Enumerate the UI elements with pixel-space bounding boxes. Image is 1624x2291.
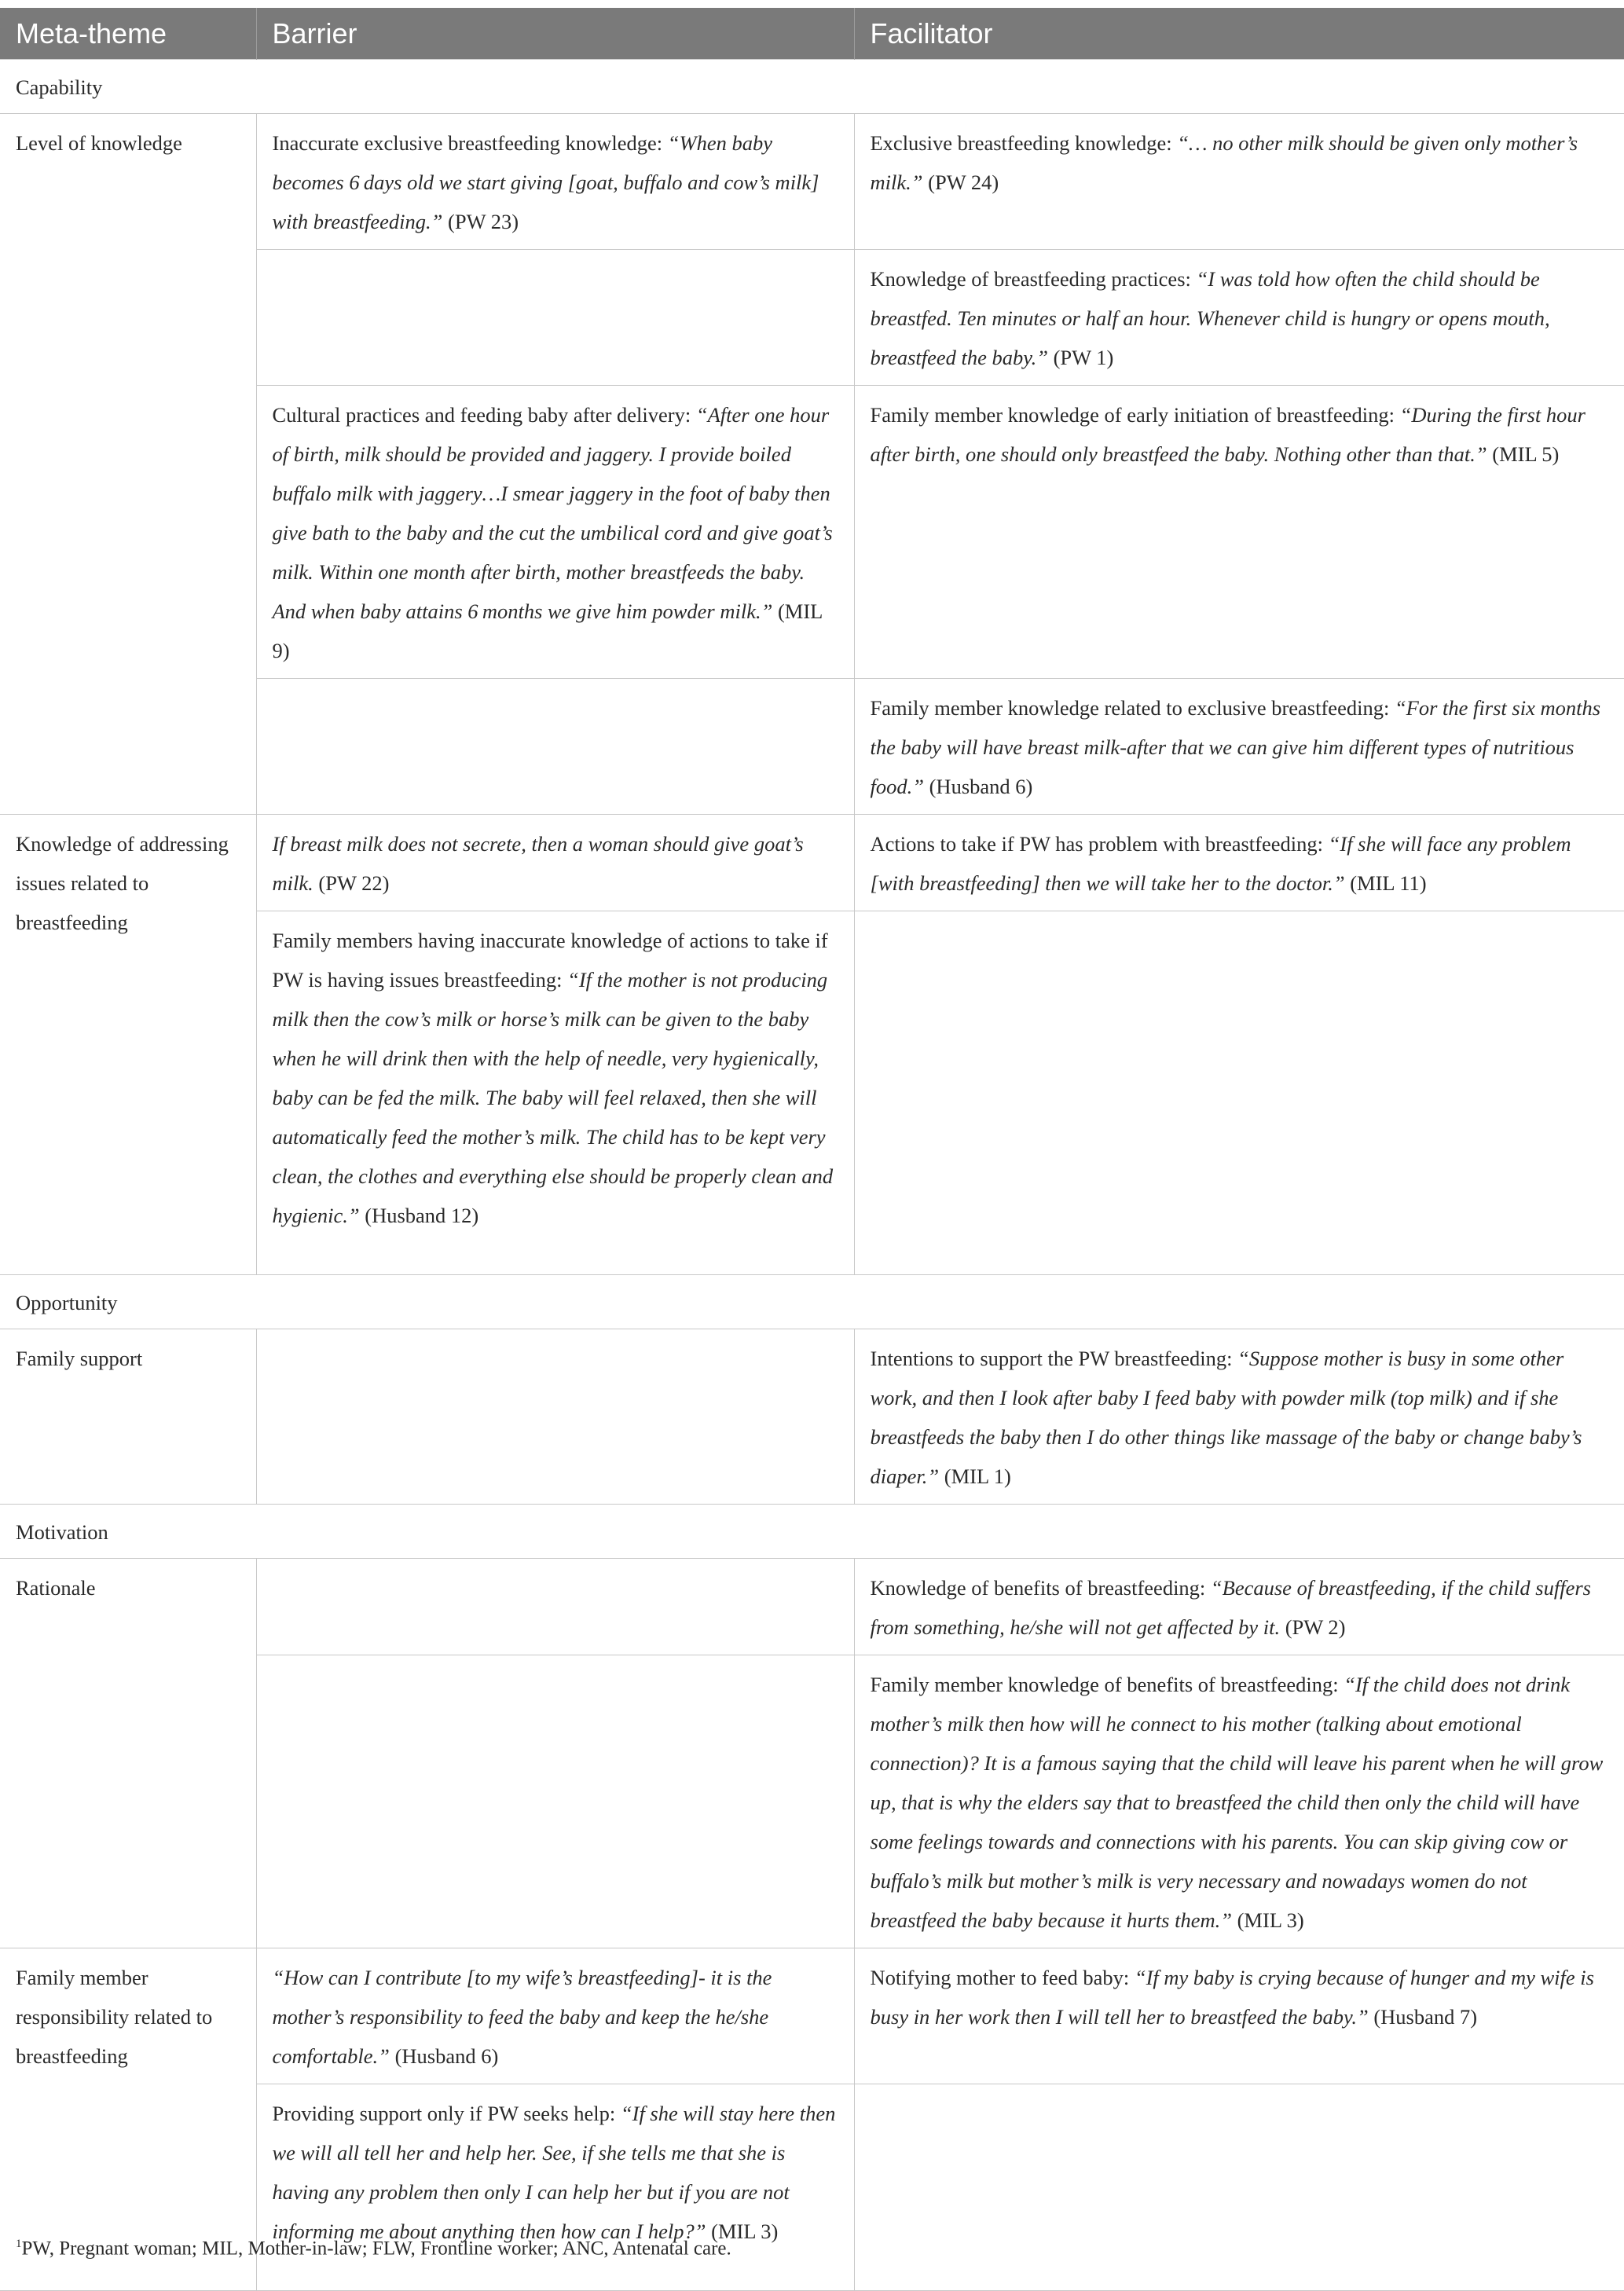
cell-source: (PW 22) [313, 871, 390, 895]
cell-label: Exclusive breastfeeding knowledge: [870, 131, 1178, 155]
barrier-cell-empty [256, 679, 854, 815]
facilitator-cell [854, 1329, 1624, 1505]
cell-quote: “If she will face any problem [with breastfeeding] then we will take her to the doctor.” [870, 832, 1571, 895]
facilitator-cell [854, 250, 1624, 386]
footnote-text: PW, Pregnant woman; MIL, Mother-in-law; FLW, Frontline worker; ANC, Antenatal care. [21, 2238, 731, 2260]
cell-label: Actions to take if PW has problem with breastfeeding: [870, 832, 1329, 856]
cell-source: (MIL 9) [272, 599, 823, 662]
facilitator-cell-empty [854, 2084, 1624, 2291]
facilitator-cell [854, 114, 1624, 250]
cell-label: Cultural practices and feeding baby after delivery: [272, 403, 696, 427]
cell-quote: “… no other milk should be given only mother’s milk.” [870, 131, 1578, 194]
cell-quote: “Suppose mother is busy in some other work, and then I look after baby I feed baby with powder milk (top milk) and if she breastfeeds the baby then I do other things like massage of the baby or change baby’s diaper.” [870, 1347, 1582, 1488]
section-row [0, 1505, 1624, 1559]
table-row [0, 815, 1624, 911]
breastfeeding-themes-table [0, 8, 1624, 2291]
cell-quote: “When baby becomes 6 days old we start giving [goat, buffalo and cow’s milk] with breastfeeding.” [272, 131, 819, 233]
barrier-cell [256, 114, 854, 250]
facilitator-cell [854, 1655, 1624, 1948]
cell-quote: “If my baby is crying because of hunger and my wife is busy in her work then I will tell her to breastfeed the baby.” [870, 1966, 1594, 2029]
cell-label: Family member knowledge related to exclusive breastfeeding: [870, 696, 1395, 720]
barrier-cell [256, 815, 854, 911]
table-footnote [16, 2238, 731, 2260]
cell-source: (Husband 12) [359, 1204, 479, 1227]
header-meta-theme: Meta-theme [0, 8, 256, 60]
cell-quote: If breast milk does not secrete, then a woman should give goat’s milk. [272, 832, 804, 895]
barrier-cell-empty [256, 250, 854, 386]
cell-quote: “If the child does not drink mother’s milk then how will he connect to his mother (talking about emotional connection)? It is a famous saying that the child will leave his parent when he will grow up, that is why the elders say that to breastfeed the child then only the child will have some feelings towards and connections with his parents. You can skip giving cow or buffalo’s milk but mother’s milk is very necessary and nowadays women do not breastfeed the baby because it hurts them.” [870, 1673, 1604, 1932]
header-barrier: Barrier [256, 8, 854, 60]
cell-label: Family members having inaccurate knowledge of actions to take if PW is having issues breastfeeding: [272, 929, 828, 992]
cell-label: Family member knowledge of benefits of breastfeeding: [870, 1673, 1344, 1696]
cell-source: (Husband 6) [389, 2044, 499, 2068]
cell-source: (Husband 7) [1368, 2005, 1478, 2029]
cell-source: (MIL 1) [939, 1464, 1011, 1488]
cell-source: (PW 1) [1047, 346, 1114, 369]
cell-quote: “If the mother is not producing milk then the cow’s milk or horse’s milk can be given to the baby when he will drink then with the help of needle, very hygienically, baby can be fed the milk. The baby will feel relaxed, then she will automatically feed the mother’s milk. The child has to be kept very clean, the clothes and everything else should be properly clean and hygienic.” [272, 968, 834, 1227]
barrier-cell-empty [256, 1559, 854, 1655]
barrier-cell [256, 911, 854, 1275]
cell-source: (PW 2) [1280, 1615, 1346, 1639]
section-motivation: Motivation [0, 1505, 1624, 1559]
cell-source: (PW 23) [442, 210, 519, 233]
section-row [0, 1275, 1624, 1329]
facilitator-cell-empty [854, 911, 1624, 1275]
cell-label: Notifying mother to feed baby: [870, 1966, 1135, 1989]
cell-label: Knowledge of benefits of breastfeeding: [870, 1576, 1211, 1600]
section-row [0, 60, 1624, 114]
theme-addressing-issues: Knowledge of addressing issues related to breastfeeding [0, 815, 256, 1275]
barrier-cell-empty [256, 1655, 854, 1948]
theme-family-support: Family support [0, 1329, 256, 1505]
header-row [0, 8, 1624, 60]
table-row [0, 114, 1624, 250]
cell-quote: “During the first hour after birth, one should only breastfeed the baby. Nothing other than that.” [870, 403, 1586, 466]
cell-quote: “Because of breastfeeding, if the child suffers from something, he/she will not get affected by it. [870, 1576, 1591, 1639]
table-row [0, 1329, 1624, 1505]
section-opportunity: Opportunity [0, 1275, 1624, 1329]
facilitator-cell [854, 815, 1624, 911]
cell-source: (MIL 3) [1231, 1908, 1304, 1932]
facilitator-cell [854, 1948, 1624, 2084]
theme-family-responsibility: Family member responsibility related to breastfeeding [0, 1948, 256, 2291]
facilitator-cell [854, 679, 1624, 815]
cell-quote: “After one hour of birth, milk should be provided and jaggery. I provide boiled buffalo milk with jaggery…I smear jaggery in the foot of baby then give bath to the baby and the cut the umbilical cord and give goat’s milk. Within one month after birth, mother breastfeeds the baby. And when baby attains 6 months we give him powder milk.” [272, 403, 833, 623]
cell-source: (MIL 3) [706, 2220, 779, 2243]
table-row [0, 1948, 1624, 2084]
cell-source: (Husband 6) [923, 775, 1033, 798]
cell-label: Family member knowledge of early initiation of breastfeeding: [870, 403, 1400, 427]
barrier-cell-empty [256, 1329, 854, 1505]
cell-source: (MIL 5) [1487, 442, 1560, 466]
footnote-marker: 1 [16, 2238, 22, 2250]
cell-label: Providing support only if PW seeks help: [272, 2102, 621, 2125]
facilitator-cell [854, 386, 1624, 679]
cell-label: Knowledge of breastfeeding practices: [870, 267, 1197, 291]
facilitator-cell [854, 1559, 1624, 1655]
theme-level-of-knowledge: Level of knowledge [0, 114, 256, 815]
cell-label: Inaccurate exclusive breastfeeding knowledge: [272, 131, 668, 155]
cell-source: (MIL 11) [1344, 871, 1427, 895]
barrier-cell [256, 386, 854, 679]
cell-quote: “How can I contribute [to my wife’s breastfeeding]- it is the mother’s responsibility to feed the baby and keep the he/she comfortable.” [272, 1966, 772, 2068]
cell-quote: “For the first six months the baby will have breast milk-after that we can give him different types of nutritious food.” [870, 696, 1601, 798]
theme-rationale: Rationale [0, 1559, 256, 1948]
barrier-cell [256, 1948, 854, 2084]
table-row [0, 1559, 1624, 1655]
cell-source: (PW 24) [922, 170, 999, 194]
cell-label: Intentions to support the PW breastfeeding: [870, 1347, 1238, 1370]
header-facilitator: Facilitator [854, 8, 1624, 60]
section-capability: Capability [0, 60, 1624, 114]
cell-quote: “If she will stay here then we will all tell her and help her. See, if she tells me that she is having any problem then only I can help her but if you are not informing me about anything then how can I help?” [272, 2102, 836, 2243]
cell-quote: “I was told how often the child should be breastfed. Ten minutes or half an hour. Whenever child is hungry or opens mouth, breastfeed the baby.” [870, 267, 1550, 369]
